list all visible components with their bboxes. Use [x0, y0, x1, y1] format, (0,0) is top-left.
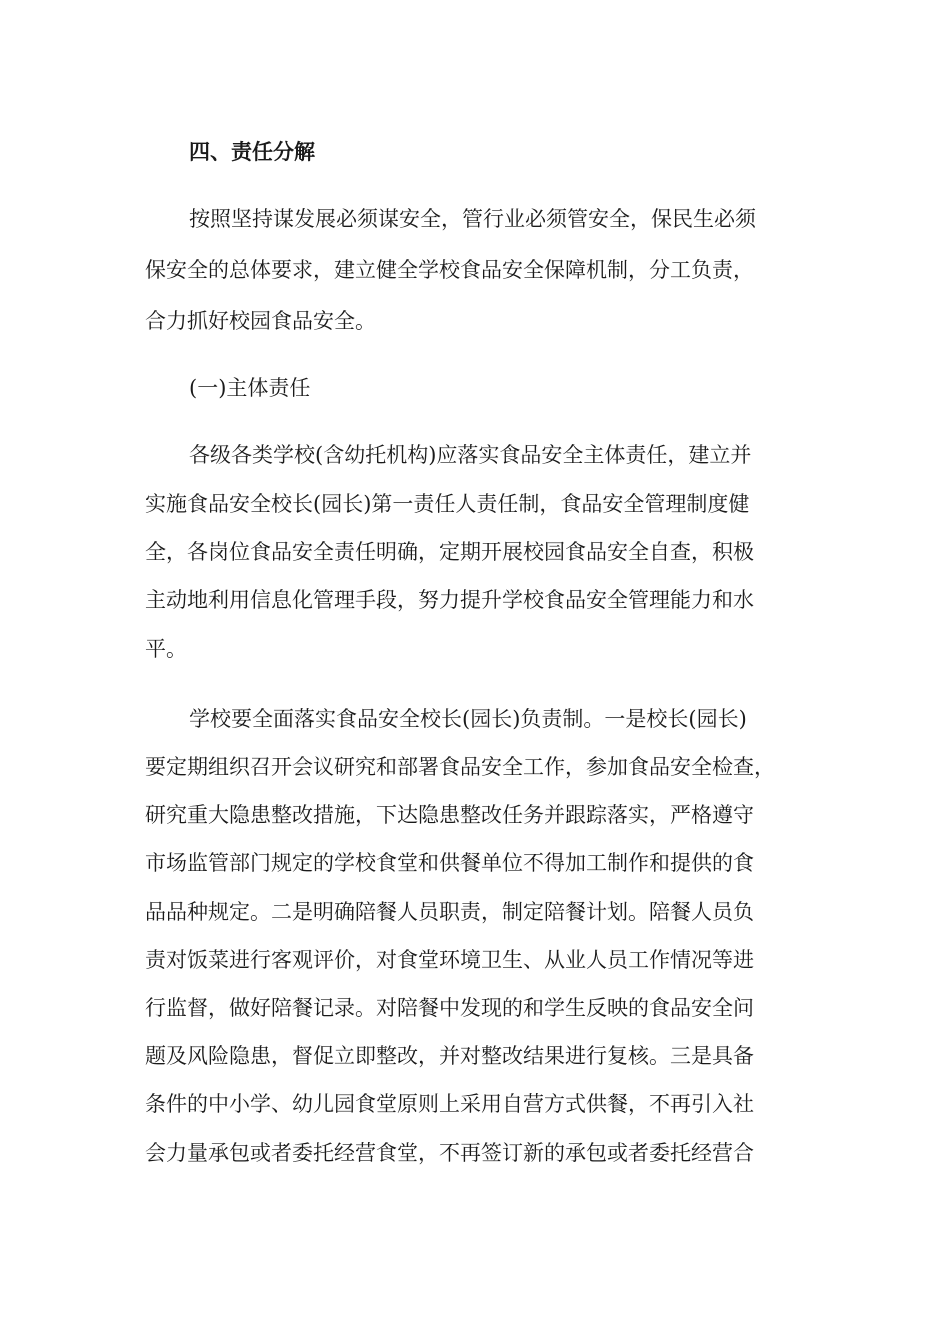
paragraph-2-line: 平。 [145, 637, 187, 661]
paragraph-3-line: 责对饭菜进行客观评价，对食堂环境卫生、从业人员工作情况等进 [145, 948, 754, 972]
paragraph-1-line: 保安全的总体要求，建立健全学校食品安全保障机制，分工负责， [145, 258, 754, 282]
paragraph-1-line: 合力抓好校园食品安全。 [145, 309, 376, 333]
paragraph-3-line: 品品种规定。二是明确陪餐人员职责，制定陪餐计划。陪餐人员负 [145, 900, 754, 924]
paragraph-2-line: 主动地利用信息化管理手段，努力提升学校食品安全管理能力和水 [145, 588, 754, 612]
paragraph-3-line: 要定期组织召开会议研究和部署食品安全工作，参加食品安全检查， [145, 755, 775, 779]
paragraph-3-line: 行监督，做好陪餐记录。对陪餐中发现的和学生反映的食品安全问 [145, 996, 754, 1020]
paragraph-3-line: 会力量承包或者委托经营食堂，不再签订新的承包或者委托经营合 [145, 1141, 754, 1165]
subsection-heading: (一)主体责任 [189, 376, 311, 400]
paragraph-2-line: 各级各类学校(含幼托机构)应落实食品安全主体责任，建立并 [189, 443, 752, 467]
paragraph-3-line: 市场监管部门规定的学校食堂和供餐单位不得加工制作和提供的食 [145, 851, 754, 875]
paragraph-2-line: 全，各岗位食品安全责任明确，定期开展校园食品安全自查，积极 [145, 540, 754, 564]
paragraph-3-line: 学校要全面落实食品安全校长(园长)负责制。一是校长(园长) [189, 707, 747, 731]
paragraph-2-line: 实施食品安全校长(园长)第一责任人责任制，食品安全管理制度健 [145, 492, 750, 516]
paragraph-3-line: 研究重大隐患整改措施，下达隐患整改任务并跟踪落实，严格遵守 [145, 803, 754, 827]
paragraph-3-line: 题及风险隐患，督促立即整改，并对整改结果进行复核。三是具备 [145, 1044, 754, 1068]
paragraph-3-line: 条件的中小学、幼儿园食堂原则上采用自营方式供餐，不再引入社 [145, 1092, 754, 1116]
paragraph-1-line: 按照坚持谋发展必须谋安全，管行业必须管安全，保民生必须 [189, 207, 756, 231]
section-heading: 四、责任分解 [189, 139, 315, 164]
